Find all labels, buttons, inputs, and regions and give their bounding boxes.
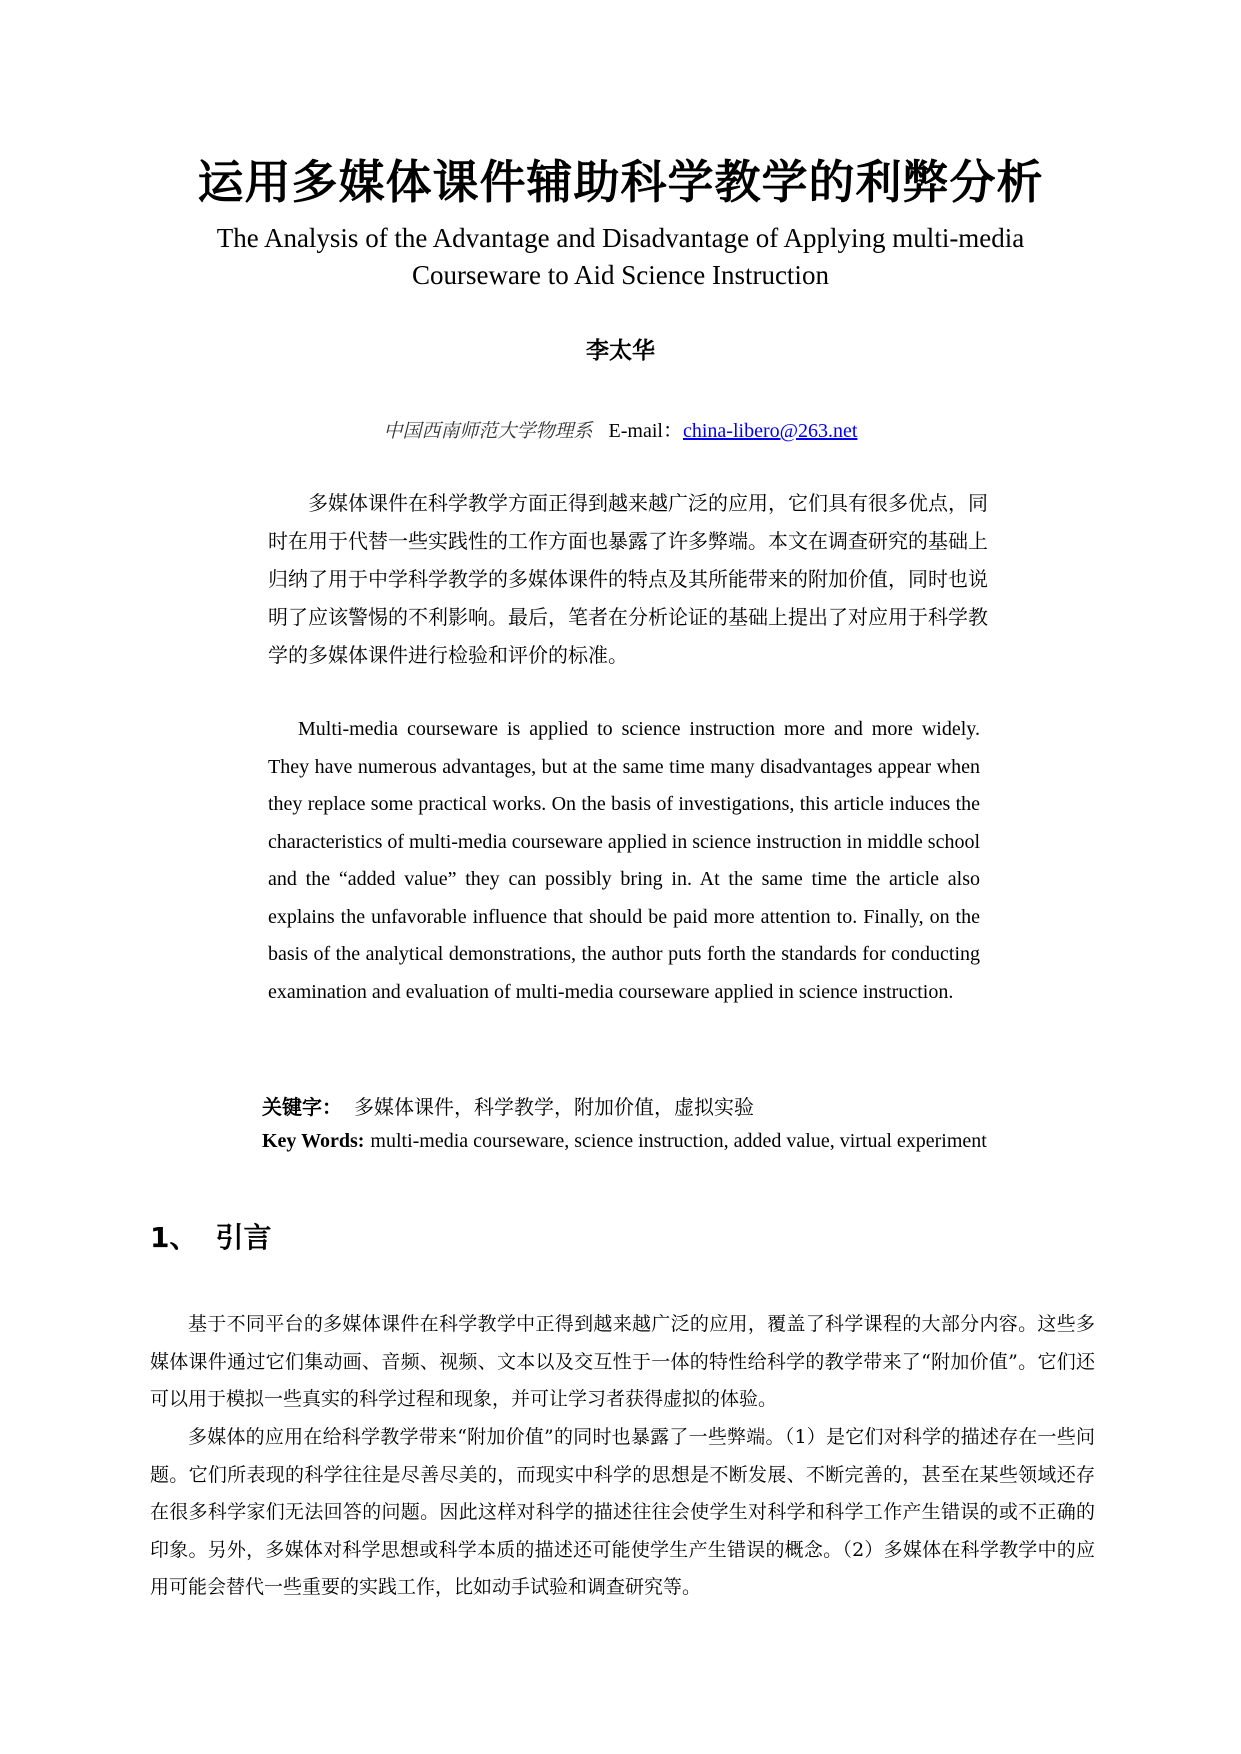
title-chinese: 运用多媒体课件辅助科学教学的利弊分析 bbox=[197, 155, 1044, 209]
section-number: 1、 bbox=[150, 1221, 198, 1254]
title-english-line1: The Analysis of the Advantage and Disadvantage of Applying multi-media bbox=[216, 223, 1025, 253]
institution: 中国西南师范大学物理系 bbox=[383, 420, 593, 442]
keywords-chinese-label: 关键字： bbox=[262, 1095, 342, 1119]
author-name: 李太华 bbox=[586, 338, 655, 364]
section-title: 引言 bbox=[215, 1221, 272, 1254]
body-paragraph: 基于不同平台的多媒体课件在科学教学中正得到越来越广泛的应用，覆盖了科学课程的大部分内容。这些多媒体课件通过它们集动画、音频、视频、文本以及交互性于一体的特性给科学的教学带来了“附加价值”。它们还可以用于模拟一些真实的科学过程和现象，并可让学习者获得虚拟的体验。 bbox=[150, 1313, 1095, 1410]
keywords-english-value: multi-media courseware, science instruction, added value, virtual experiment bbox=[370, 1130, 987, 1152]
title-english bbox=[0, 220, 1241, 294]
section-heading-introduction bbox=[150, 1216, 750, 1256]
email-link[interactable]: china-libero@263.net bbox=[682, 420, 858, 442]
affiliation-line bbox=[0, 414, 1241, 443]
email-label: E-mail： bbox=[608, 420, 683, 442]
keywords-chinese-value: 多媒体课件，科学教学，附加价值，虚拟实验 bbox=[354, 1095, 754, 1119]
keywords-english bbox=[262, 1130, 1162, 1153]
body-paragraph: 多媒体的应用在给科学教学带来“附加价值”的同时也暴露了一些弊端。（1）是它们对科学的描述存在一些问题。它们所表现的科学往往是尽善尽美的，而现实中科学的思想是不断发展、不断完善的，甚至在某些领域还存在很多科学家们无法回答的问题。因此这样对科学的描述往往会使学生对科学和科学工作产生错误的或不正确的印象。另外，多媒体对科学思想或科学本质的描述还可能使学生产生错误的概念。（2）多媒体在科学教学中的应用可能会替代一些重要的实践工作，比如动手试验和调查研究等。 bbox=[150, 1426, 1095, 1598]
abstract-chinese: 多媒体课件在科学教学方面正得到越来越广泛的应用，它们具有很多优点，同时在用于代替一些实践性的工作方面也暴露了许多弊端。本文在调查研究的基础上归纳了用于中学科学教学的多媒体课件的特点及其所能带来的附加价值，同时也说明了应该警惕的不利影响。最后，笔者在分析论证的基础上提出了对应用于科学教学的多媒体课件进行检验和评价的标准。 bbox=[268, 491, 988, 667]
abstract-english: Multi-media courseware is applied to science instruction more and more widely. They have numerous advantages, but at the same time many disadvantages appear when they replace some practical works. On the basis of investigations, this article induces the characteristics of multi-media courseware applied in science instruction in middle school and the “added value” they can possibly bring in. At the same time the article also explains the unfavorable influence that should be paid more attention to. Finally, on the basis of the analytical demonstrations, the author puts forth the standards for conducting examination and evaluation of multi-media courseware applied in science instruction. bbox=[268, 718, 980, 1003]
keywords-english-label: Key Words: bbox=[262, 1130, 365, 1152]
keywords-chinese bbox=[262, 1091, 1062, 1120]
title-english-line2: Courseware to Aid Science Instruction bbox=[412, 260, 829, 290]
